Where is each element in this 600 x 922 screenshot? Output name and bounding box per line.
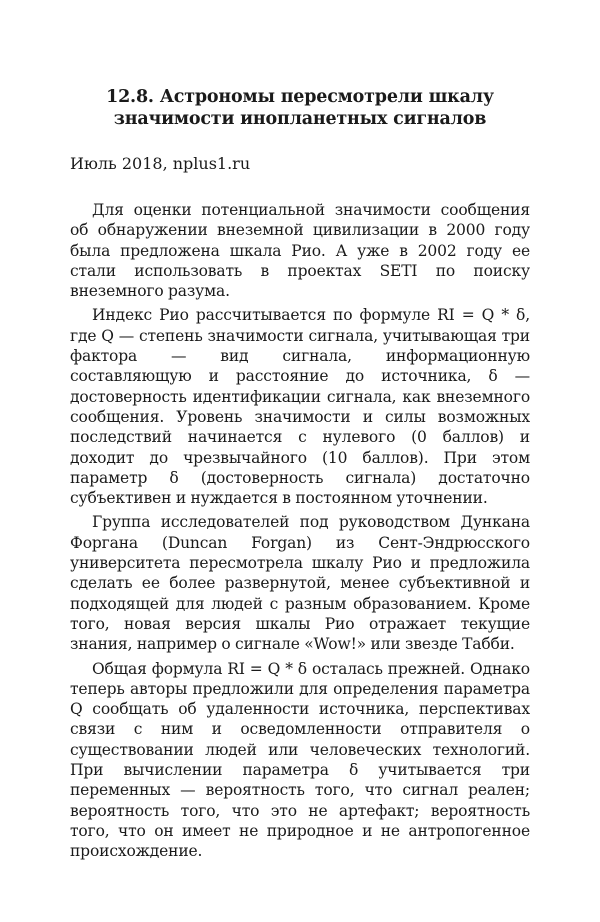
article-date-source: Июль 2018, nplus1.ru (70, 154, 251, 173)
article-body (70, 200, 530, 862)
paragraph: Группа исследователей под руководством Дункана Форгана (Duncan Forgan) из Сент-Эндрюсского университета пересмотрела шкалу Рио и предложила сделать ее более развернутой, менее субъективной и подходящей для людей с разным образованием. Кроме того, новая версия шкалы Рио отражает текущие знания, например о сигнале «Wow!» или звезде Табби. (70, 513, 530, 654)
article-title: 12.8. Астрономы пересмотрели шкалу значимости инопланетных сигналов (106, 87, 494, 129)
paragraph: Общая формула RI = Q * δ осталась прежней. Однако теперь авторы предложили для определения параметра Q сообщать об удаленности источника, перспективах связи с ним и осведомленности отправителя о существовании людей или человеческих технологий. При вычислении параметра δ учитывается три переменных — вероятность того, что сигнал реален; вероятность того, что это не артефакт; вероятность того, что он имеет не природное и не антропогенное происхождение. (70, 659, 530, 861)
paragraph: Для оценки потенциальной значимости сообщения об обнаружении внеземной цивилизации в 2000 году была предложена шкала Рио. А уже в 2002 году ее стали использовать в проектах SETI по поиску внеземного разума. (70, 201, 530, 301)
paragraph: Индекс Рио рассчитывается по формуле RI = Q * δ, где Q — степень значимости сигнала, учитывающая три фактора — вид сигнала, информационную составляющую и расстояние до источника, δ — достоверность идентификации сигнала, как внеземного сообщения. Уровень значимости и силы возможных последствий начинается с нулевого (0 баллов) и доходит до чрезвычайного (10 баллов). При этом параметр δ (достоверность сигнала) достаточно субъективен и нуждается в постоянном уточнении. (70, 306, 530, 508)
document-page (70, 86, 530, 866)
